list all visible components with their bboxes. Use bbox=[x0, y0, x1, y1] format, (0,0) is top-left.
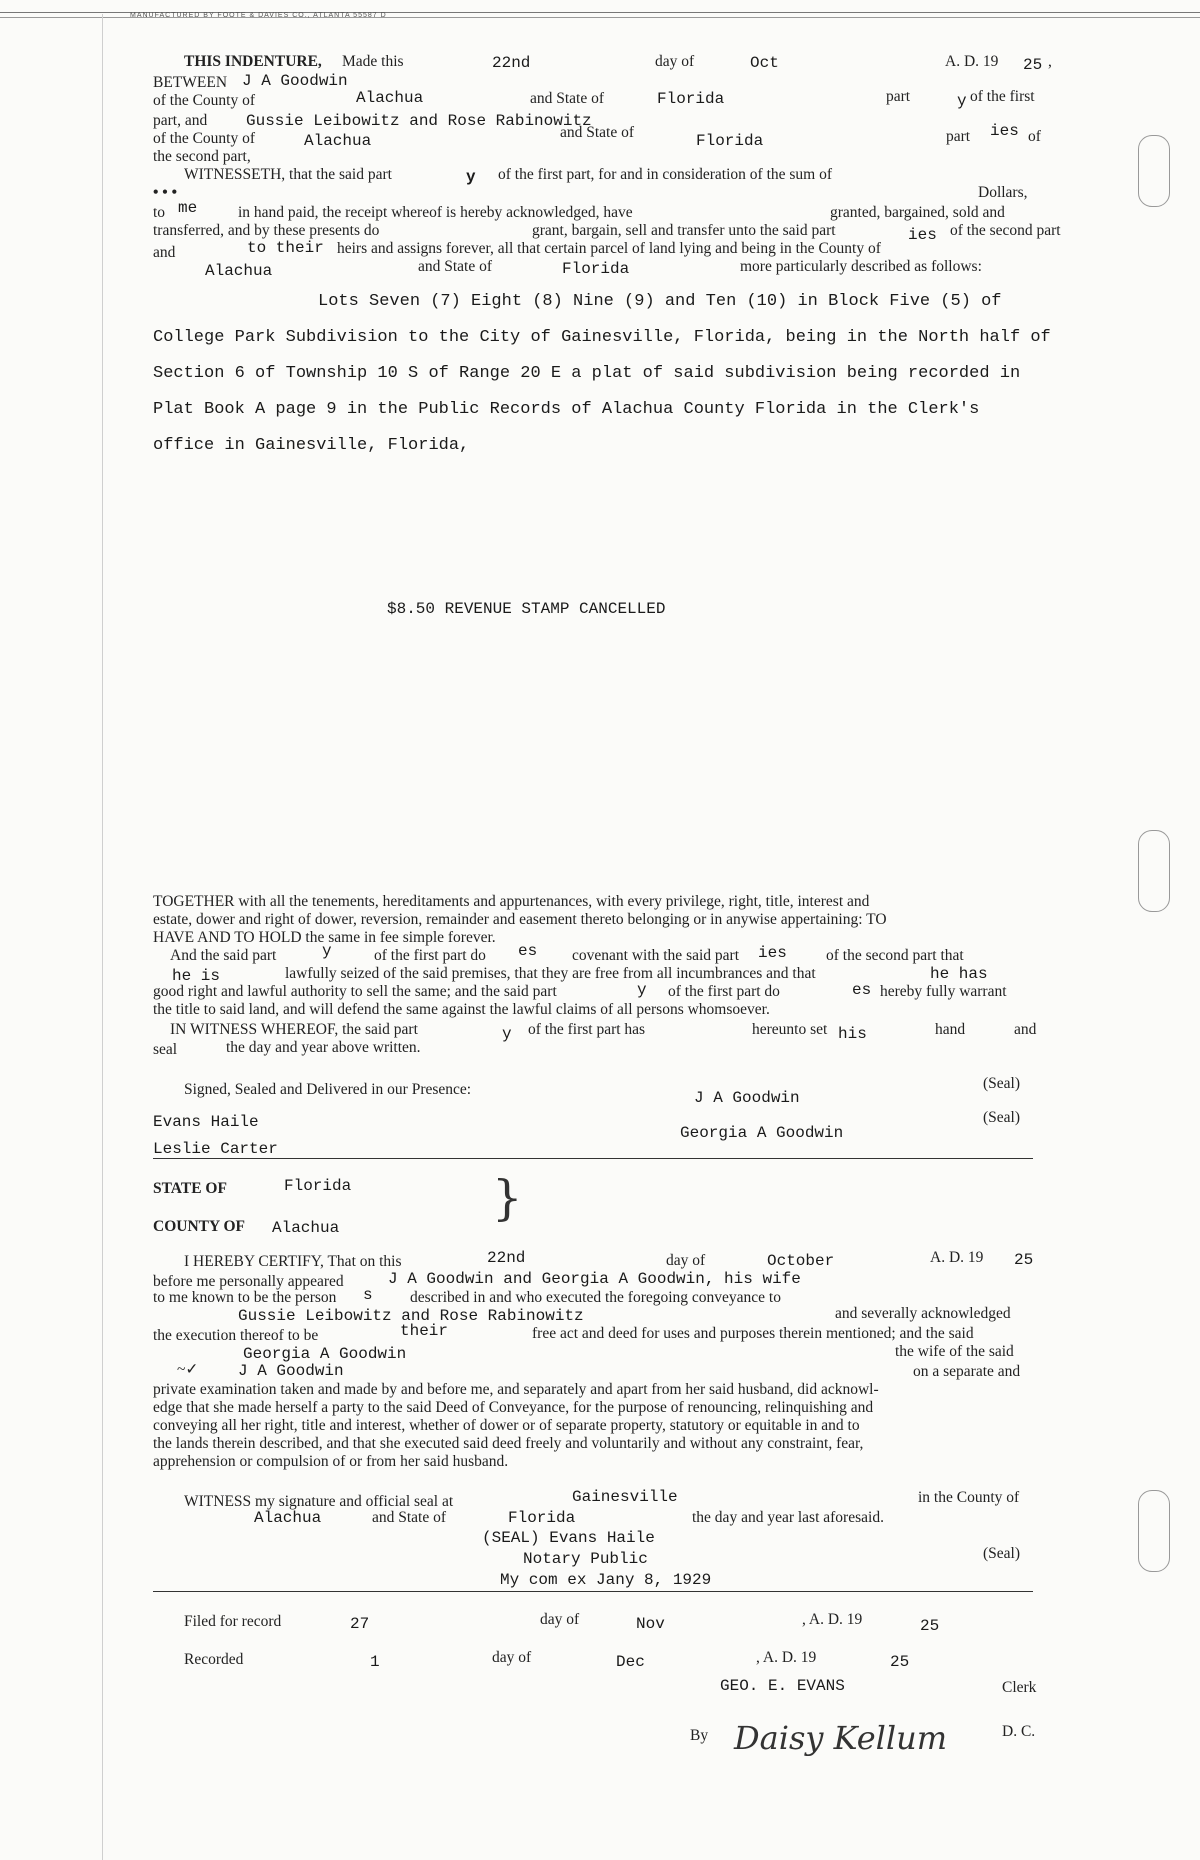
second-part-label: the second part, bbox=[153, 148, 251, 165]
covenant-d: of the second part that bbox=[826, 947, 964, 964]
recorded-day-of: day of bbox=[492, 1649, 532, 1666]
binder-hole-top bbox=[1138, 135, 1170, 207]
margin-line bbox=[102, 14, 103, 1860]
deputy-clerk-signature: Daisy Kellum bbox=[734, 1719, 948, 1757]
known-suffix: s bbox=[363, 1286, 373, 1304]
part-label-1: part bbox=[886, 88, 911, 105]
between-label: BETWEEN bbox=[153, 74, 228, 91]
part-suffix-1: y bbox=[957, 92, 967, 110]
state-2: Florida bbox=[696, 132, 764, 150]
covenant-b: of the first part do bbox=[374, 947, 486, 964]
to-whom: me bbox=[178, 199, 198, 217]
seal-word: seal bbox=[153, 1041, 178, 1058]
title-line: the title to said land, and will defend the same against the lawful claims of all persons whomsoever. bbox=[153, 1001, 770, 1018]
ack-day: 22nd bbox=[487, 1249, 526, 1267]
recorded-ad: , A. D. 19 bbox=[756, 1649, 817, 1666]
manufacturer-imprint: MANUFACTURED BY FOOTE & DAVIES CO., ATLANTA 55587 D bbox=[130, 12, 387, 19]
seal-1: (Seal) bbox=[983, 1075, 1021, 1092]
grantees-names: Gussie Leibowitz and Rose Rabinowitz bbox=[246, 112, 592, 130]
notary-seal: (Seal) bbox=[983, 1545, 1021, 1562]
filed-day: 27 bbox=[350, 1615, 370, 1633]
last-aforesaid-text: the day and year last aforesaid. bbox=[692, 1509, 884, 1526]
dollars-label: Dollars, bbox=[978, 184, 1028, 201]
part-label-2: part bbox=[946, 128, 971, 145]
ack-state: Florida bbox=[284, 1177, 352, 1195]
filed-label: Filed for record bbox=[184, 1613, 282, 1630]
more-particularly-text: more particularly described as follows: bbox=[740, 258, 982, 275]
recorded-year: 25 bbox=[890, 1653, 910, 1671]
covenant-a: And the said part bbox=[170, 947, 277, 964]
notary-line-2: Notary Public bbox=[523, 1550, 648, 1568]
covenant-c: covenant with the said part bbox=[572, 947, 740, 964]
ack-city: Gainesville bbox=[572, 1488, 678, 1506]
ack-day-of: day of bbox=[666, 1252, 706, 1269]
notary-line-3: My com ex Jany 8, 1929 bbox=[500, 1571, 712, 1589]
recorded-day: 1 bbox=[370, 1653, 380, 1671]
witness-whereof-b: of the first part has bbox=[528, 1021, 646, 1038]
granted-text: granted, bargained, sold and bbox=[830, 204, 1005, 221]
ack-county: Alachua bbox=[272, 1219, 340, 1237]
description-line-3: Section 6 of Township 10 S of Range 20 E a plat of said subdivision being recorded in bbox=[153, 364, 1021, 383]
good-right-b: of the first part do bbox=[668, 983, 780, 1000]
covenant-parties: ies bbox=[758, 944, 787, 962]
together-line-3: HAVE AND TO HOLD the same in fee simple forever. bbox=[153, 929, 496, 946]
exam-line-5: apprehension or compulsion of or from her said husband. bbox=[153, 1453, 509, 1470]
recorded-month: Dec bbox=[616, 1653, 645, 1671]
witness-his: his bbox=[838, 1025, 867, 1043]
signed-label: Signed, Sealed and Delivered in our Presence: bbox=[184, 1081, 472, 1098]
description-line-2: College Park Subdivision to the City of Gainesville, Florida, being in the North half of bbox=[153, 328, 1051, 347]
he-is: he is bbox=[172, 967, 221, 985]
ack-county-2: Alachua bbox=[254, 1509, 322, 1527]
known-text: to me known to be the person bbox=[153, 1289, 337, 1306]
filed-year: 25 bbox=[920, 1617, 940, 1635]
good-right-suffix: y bbox=[637, 981, 647, 999]
separate-text: on a separate and bbox=[913, 1363, 1021, 1380]
execution-text: the execution thereof to be bbox=[153, 1327, 319, 1344]
together-line-1: TOGETHER with all the tenements, hereditaments and appurtenances, with every privilege, right, title, interest and bbox=[153, 893, 870, 910]
county-of-label: COUNTY OF bbox=[153, 1218, 245, 1235]
part-and-label: part, and bbox=[153, 112, 208, 129]
state-label-3: and State of bbox=[418, 258, 493, 275]
deputy-clerk-label: D. C. bbox=[1002, 1723, 1036, 1740]
ack-husband: J A Goodwin bbox=[238, 1362, 344, 1380]
execution-their: their bbox=[400, 1322, 449, 1340]
of-label-2: of bbox=[1028, 128, 1041, 145]
witness-sig-text: WITNESS my signature and official seal at bbox=[184, 1493, 454, 1510]
witness-whereof-a: IN WITNESS WHEREOF, the said part bbox=[170, 1021, 418, 1038]
exam-line-2: edge that she made herself a party to the said Deed of Conveyance, for the purpose of renouncing, relinquishing and bbox=[153, 1399, 874, 1416]
in-county-text: in the County of bbox=[918, 1489, 1020, 1506]
and-label-2: and bbox=[1014, 1021, 1037, 1038]
notary-rule bbox=[153, 1591, 1033, 1592]
ack-wife: Georgia A Goodwin bbox=[243, 1345, 407, 1363]
wife-signature: Georgia A Goodwin bbox=[680, 1124, 844, 1142]
before-text: before me personally appeared bbox=[153, 1273, 344, 1290]
witness-2: Leslie Carter bbox=[153, 1140, 278, 1158]
ack-state-label-2: and State of bbox=[372, 1509, 447, 1526]
binder-hole-bottom bbox=[1138, 1490, 1170, 1572]
and-label: and bbox=[153, 244, 176, 261]
heirs-text: heirs and assigns forever, all that certain parcel of land lying and being in the County of bbox=[337, 240, 881, 257]
witnesseth-label: WITNESSETH, that the said part bbox=[184, 166, 392, 183]
filed-month: Nov bbox=[636, 1615, 665, 1633]
together-line-2: estate, dower and right of dower, reversion, remainder and easement thereto belonging or in anywise appertaining: TO bbox=[153, 911, 887, 928]
described-text: described in and who executed the foregoing conveyance to bbox=[410, 1289, 781, 1306]
state-label-1: and State of bbox=[530, 90, 605, 107]
grantor-name: J A Goodwin bbox=[242, 72, 348, 90]
description-line-1: Lots Seven (7) Eight (8) Nine (9) and Ten (10) in Block Five (5) of bbox=[318, 292, 1002, 311]
witness-whereof-suffix: y bbox=[502, 1025, 512, 1043]
he-has: he has bbox=[930, 965, 988, 983]
by-label: By bbox=[690, 1727, 709, 1744]
ad-label: A. D. 19 bbox=[945, 53, 999, 70]
deed-month: Oct bbox=[750, 54, 779, 72]
severally-text: and severally acknowledged bbox=[835, 1305, 1011, 1322]
made-this-label: Made this bbox=[342, 53, 404, 70]
deed-year: 25 bbox=[1023, 56, 1043, 74]
exam-line-3: conveying all her right, title and interest, whether of dower or of separate property, statutory or equitable in and to bbox=[153, 1417, 860, 1434]
county-2: Alachua bbox=[304, 132, 372, 150]
to-label: to bbox=[153, 204, 166, 221]
consideration-text: of the first part, for and in consideration of the sum of bbox=[498, 166, 833, 183]
state-of-label: STATE OF bbox=[153, 1180, 227, 1197]
transferred-text: transferred, and by these presents do bbox=[153, 222, 380, 239]
description-line-4: Plat Book A page 9 in the Public Records of Alachua County Florida in the Clerk's bbox=[153, 400, 980, 419]
witness-whereof-c: hereunto set bbox=[752, 1021, 828, 1038]
grant-sell-text: grant, bargain, sell and transfer unto the said part bbox=[532, 222, 836, 239]
county-label-1: of the County of bbox=[153, 92, 256, 109]
state-3: Florida bbox=[562, 260, 630, 278]
binder-hole-middle bbox=[1138, 830, 1170, 912]
grantor-signature: J A Goodwin bbox=[694, 1089, 800, 1107]
signature-rule bbox=[153, 1158, 1033, 1159]
filed-day-of: day of bbox=[540, 1611, 580, 1628]
good-right-a: good right and lawful authority to sell the same; and the said part bbox=[153, 983, 557, 1000]
check-mark: ~✓ bbox=[177, 1361, 199, 1378]
filed-ad: , A. D. 19 bbox=[802, 1611, 863, 1628]
notary-line-1: (SEAL) Evans Haile bbox=[482, 1529, 655, 1547]
ack-state-2: Florida bbox=[508, 1509, 576, 1527]
good-right-does: es bbox=[852, 981, 872, 999]
county-1: Alachua bbox=[356, 89, 424, 107]
witness-1: Evans Haile bbox=[153, 1113, 259, 1131]
deed-day: 22nd bbox=[492, 54, 531, 72]
clerk-name: GEO. E. EVANS bbox=[720, 1677, 845, 1695]
ack-year: 25 bbox=[1014, 1251, 1034, 1269]
clerk-label: Clerk bbox=[1002, 1679, 1037, 1696]
certify-text: I HEREBY CERTIFY, That on this bbox=[184, 1253, 402, 1270]
grant-suffix: ies bbox=[908, 226, 937, 244]
bracket-symbol: } bbox=[492, 1170, 523, 1226]
day-year-text: the day and year above written. bbox=[226, 1039, 421, 1056]
exam-line-1: private examination taken and made by and before me, and separately and apart from her said husband, did acknowl- bbox=[153, 1381, 879, 1398]
exam-line-4: the lands therein described, and that she executed said deed freely and voluntarily and without any constraint, fear, bbox=[153, 1435, 864, 1452]
free-act-text: free act and deed for uses and purposes therein mentioned; and the said bbox=[532, 1325, 974, 1342]
revenue-stamp-note: $8.50 REVENUE STAMP CANCELLED bbox=[387, 600, 666, 618]
recorded-label: Recorded bbox=[184, 1651, 244, 1668]
covenant-does: es bbox=[518, 942, 538, 960]
seal-2: (Seal) bbox=[983, 1109, 1021, 1126]
day-of-label: day of bbox=[655, 53, 695, 70]
state-1: Florida bbox=[657, 90, 725, 108]
ack-month: October bbox=[767, 1252, 835, 1270]
ack-ad: A. D. 19 bbox=[930, 1249, 984, 1266]
state-label-2: and State of bbox=[560, 124, 635, 141]
ack-grantees: Gussie Leibowitz and Rose Rabinowitz bbox=[238, 1307, 584, 1325]
appeared-names: J A Goodwin and Georgia A Goodwin, his wife bbox=[388, 1270, 801, 1288]
to-their: to their bbox=[247, 239, 324, 257]
part-suffix-2: ies bbox=[990, 122, 1019, 140]
description-line-5: office in Gainesville, Florida, bbox=[153, 436, 470, 455]
hand-paid-text: in hand paid, the receipt whereof is hereby acknowledged, have bbox=[238, 204, 633, 221]
hand-label: hand bbox=[935, 1021, 966, 1038]
indenture-heading: THIS INDENTURE, bbox=[184, 53, 322, 70]
witnesseth-suffix: y bbox=[466, 168, 476, 186]
county-3: Alachua bbox=[205, 262, 273, 280]
good-right-c: hereby fully warrant bbox=[880, 983, 1007, 1000]
of-second-part-text: of the second part bbox=[950, 222, 1061, 239]
year-comma: , bbox=[1048, 53, 1052, 70]
sum-dots: • • • bbox=[153, 184, 178, 201]
lawfully-text: lawfully seized of the said premises, that they are free from all incumbrances and that bbox=[285, 965, 816, 982]
county-label-2: of the County of bbox=[153, 130, 256, 147]
wife-of-text: the wife of the said bbox=[895, 1343, 1014, 1360]
of-first-label: of the first bbox=[970, 88, 1035, 105]
covenant-suffix: y bbox=[322, 942, 332, 960]
